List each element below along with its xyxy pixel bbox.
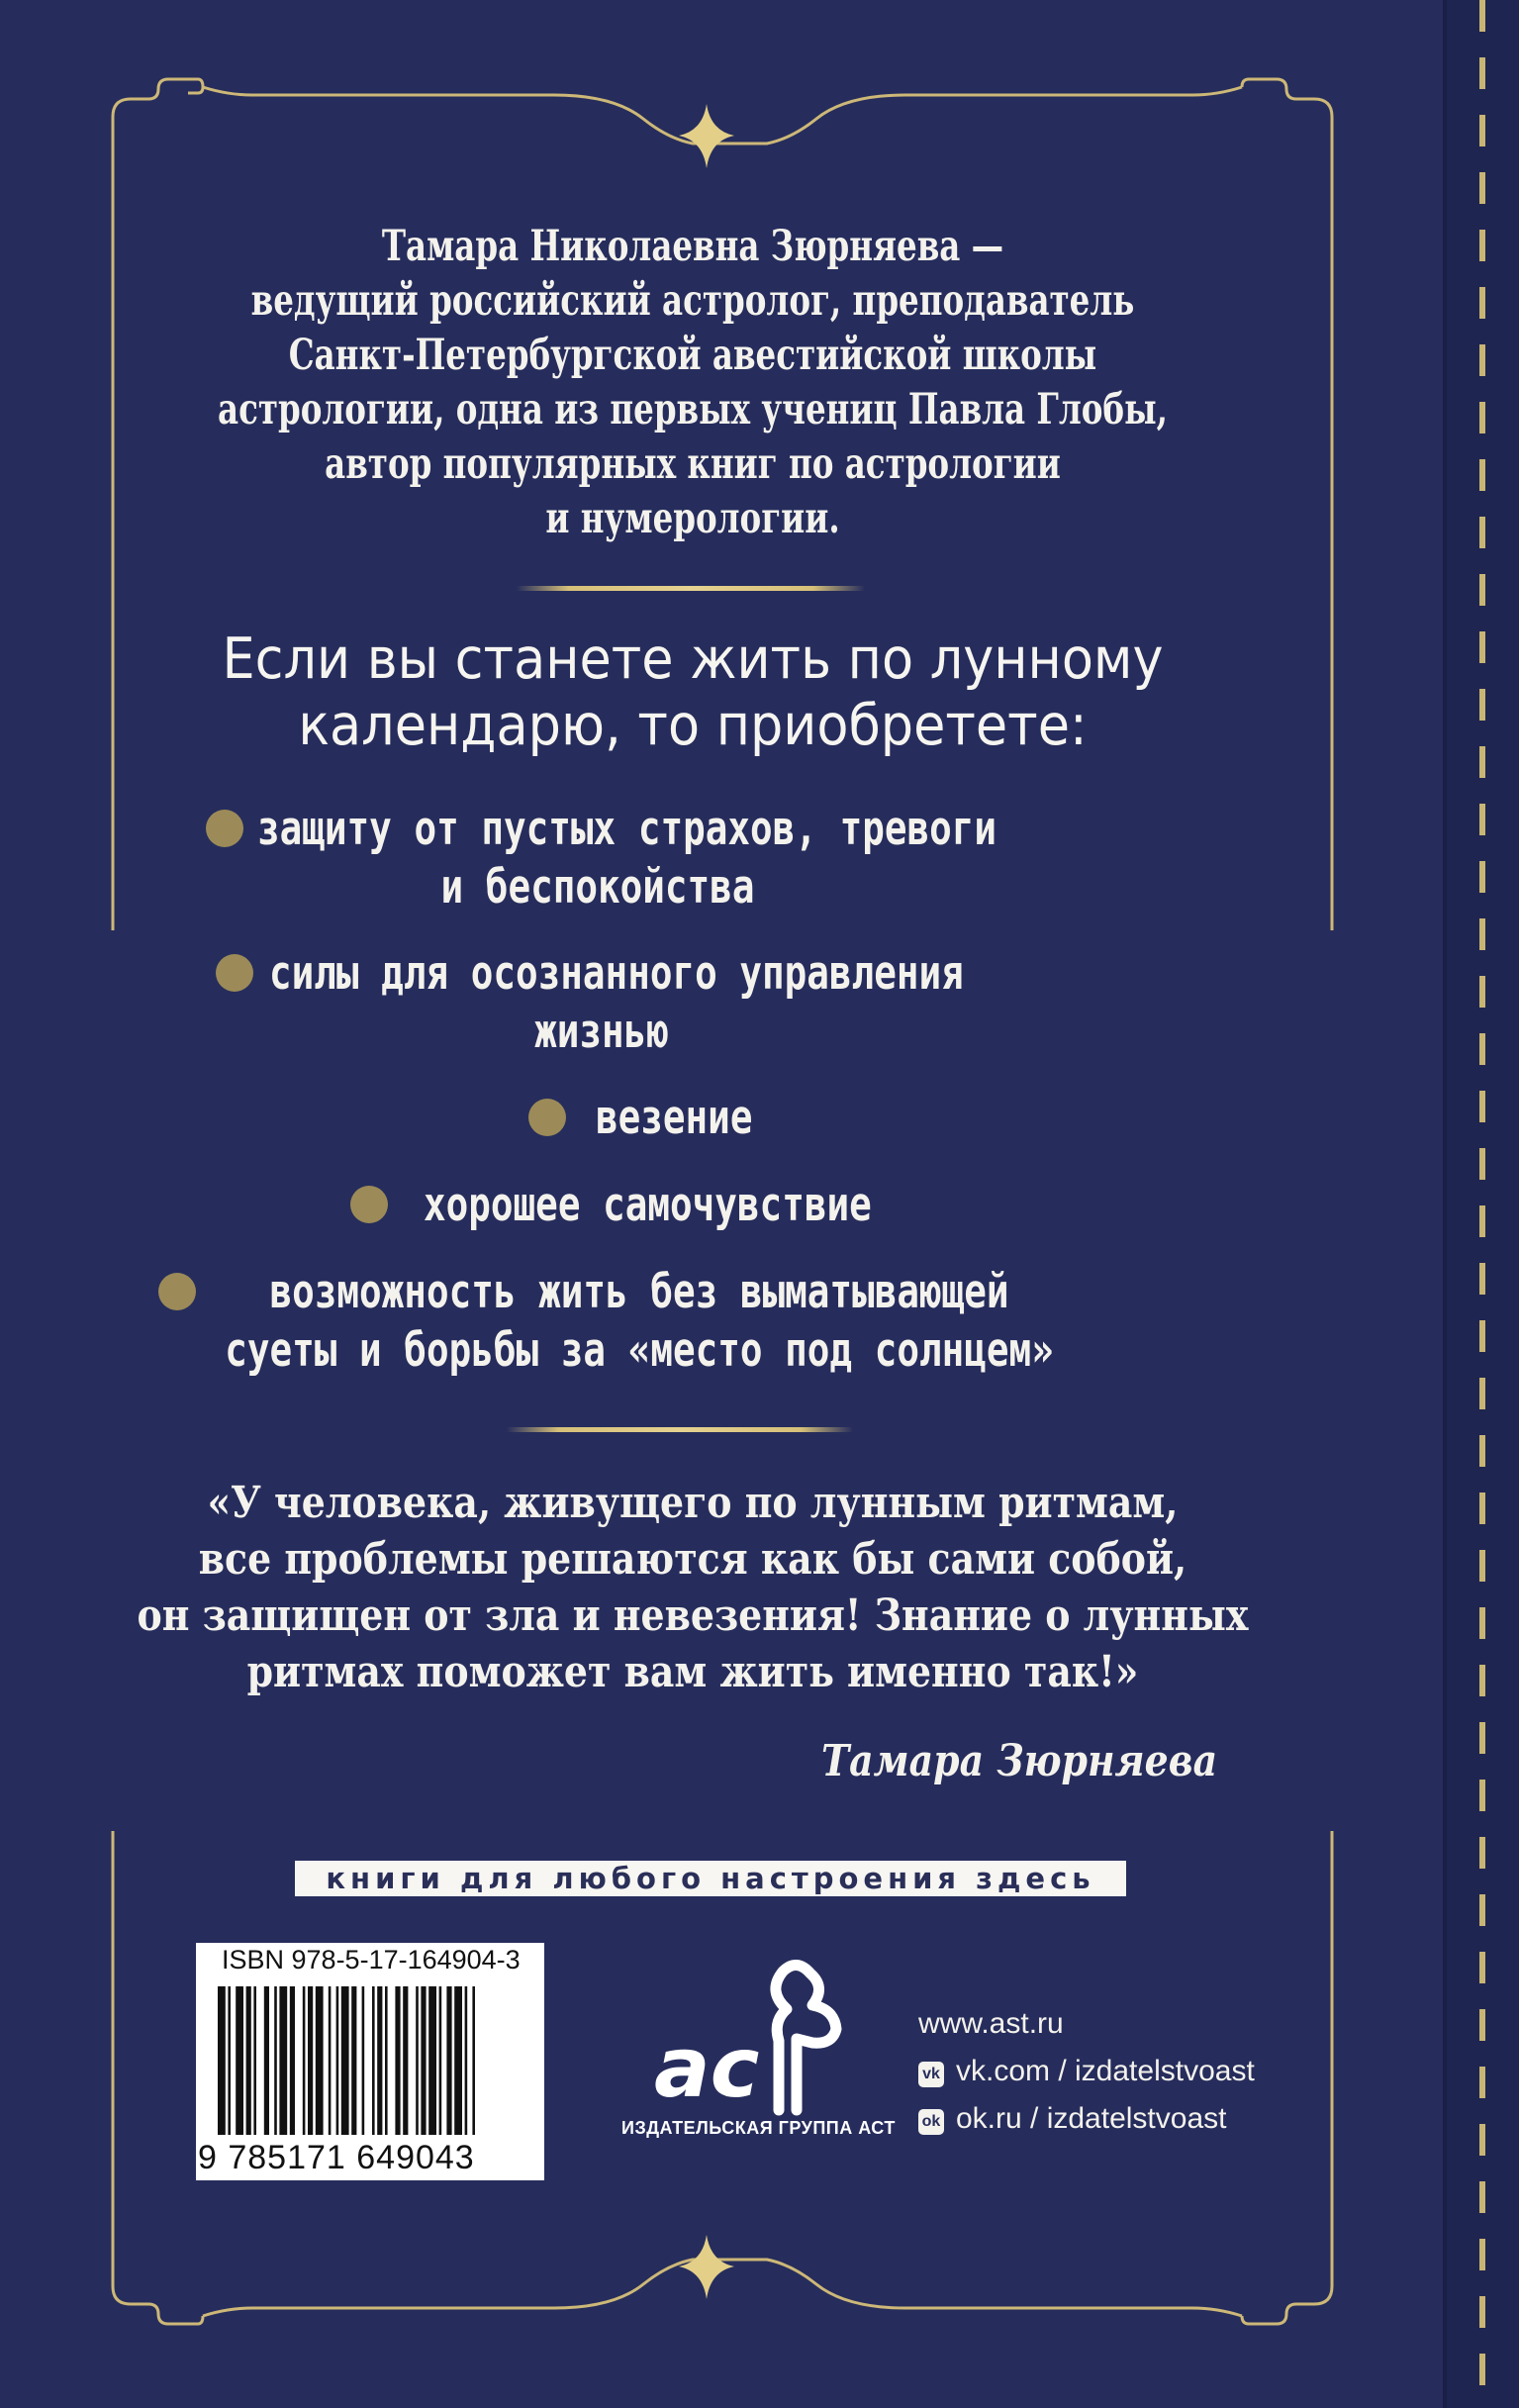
barcode-bar (228, 1986, 231, 2135)
logo-text: ac (654, 2019, 760, 2116)
bio-line: астрологии, одна из первых учениц Павла Глобы, (218, 385, 1168, 434)
barcode-bar (377, 1986, 382, 2135)
bullet-dot (528, 1099, 566, 1136)
quote-line: «У человека, живущего по лунным ритмам, (207, 1478, 1179, 1528)
benefit-line: силы для осознанного управления (269, 946, 964, 1001)
author-quote (97, 1475, 1288, 1700)
barcode-bar (218, 1986, 226, 2135)
barcode-bar (362, 1986, 365, 2135)
bio-line: ведущий российский астролог, преподаватель (250, 276, 1135, 326)
bullet-dot (158, 1273, 196, 1310)
barcode-bar (454, 1986, 462, 2135)
ok-icon: ok (918, 2109, 944, 2135)
bullet-dot (350, 1186, 388, 1223)
barcode-bars (218, 1986, 524, 2135)
intro-line: Если вы станете жить по лунному (222, 626, 1164, 692)
barcode-bar (246, 1986, 251, 2135)
benefit-line: защиту от пустых страхов, тревоги (257, 802, 997, 856)
ok-link[interactable] (918, 2102, 1226, 2136)
barcode-bar (351, 1986, 356, 2135)
barcode-bar (316, 1986, 324, 2135)
vk-link[interactable] (918, 2055, 1255, 2088)
divider-rule (507, 1427, 853, 1432)
barcode-bar (403, 1986, 408, 2135)
tagline-banner: книги для любого настроения здесь (295, 1861, 1126, 1896)
barcode-bar (372, 1986, 375, 2135)
benefit-item (208, 1263, 1071, 1380)
barcode-bar (253, 1986, 256, 2135)
benefit-item (269, 944, 964, 1061)
barcode-bar (236, 1986, 243, 2135)
divider-rule (517, 586, 865, 591)
barcode-bar (329, 1986, 332, 2135)
vk-icon: vk (918, 2062, 944, 2087)
barcode-bar (290, 1986, 295, 2135)
quote-line: он защищен от зла и невезения! Знание о лунных (137, 1590, 1249, 1641)
barcode-bar (264, 1986, 269, 2135)
bottom-star-icon (679, 2235, 734, 2299)
barcode-bar (446, 1986, 451, 2135)
isbn-label: ISBN 978-5-17-164904-3 (222, 1945, 521, 1975)
quote-author: Тамара Зюрняева (821, 1736, 1218, 1786)
bio-line: автор популярных книг по астрологии (325, 439, 1061, 489)
benefit-line: возможность жить без выматывающей (269, 1265, 1009, 1319)
barcode-digits: 9 785171 649043 (198, 2139, 475, 2176)
barcode-bar (341, 1986, 349, 2135)
bio-line: и нумерологии. (545, 494, 840, 543)
barcode (196, 1943, 544, 2180)
barcode-bar (421, 1986, 426, 2135)
website-link[interactable] (918, 2007, 1064, 2041)
barcode-bar (308, 1986, 313, 2135)
barcode-bar (336, 1986, 339, 2135)
ast-logo (648, 1952, 846, 2120)
barcode-bar (385, 1986, 388, 2135)
benefit-line: жизнью (534, 1005, 669, 1059)
intro-heading (55, 626, 1330, 759)
barcode-bar (416, 1986, 419, 2135)
quote-line: ритмах поможет вам жить именно так!» (246, 1647, 1139, 1697)
benefit-line: суеты и борьбы за «место под солнцем» (225, 1323, 1054, 1378)
barcode-bar (395, 1986, 400, 2135)
benefit-item (424, 1176, 914, 1234)
barcode-bar (274, 1986, 277, 2135)
bio-line: Санкт-Петербургской авестийской школы (288, 331, 1097, 380)
quote-line: все проблемы решаются как бы сами собой, (198, 1534, 1187, 1585)
benefit-item (596, 1089, 786, 1147)
benefit-line: хорошее самочувствие (424, 1178, 872, 1232)
barcode-bar (472, 1986, 475, 2135)
intro-line: календарю, то приобретете: (298, 693, 1088, 758)
barcode-bar (439, 1986, 442, 2135)
bullet-dot (216, 954, 253, 992)
vk-text: vk.com / izdatelstvoast (956, 2055, 1255, 2087)
benefit-line: везение (596, 1091, 753, 1145)
top-star-icon (679, 104, 734, 168)
author-bio (111, 220, 1275, 546)
barcode-bar (428, 1986, 436, 2135)
bullet-dot (206, 810, 243, 847)
ok-text: ok.ru / izdatelstvoast (956, 2102, 1227, 2135)
barcode-bar (279, 1986, 287, 2135)
benefit-line: и беспокойства (440, 860, 755, 915)
spine-stitching (1479, 0, 1485, 2408)
website-text: www.ast.ru (918, 2007, 1064, 2040)
benefit-item (257, 800, 997, 916)
publisher-caption: ИЗДАТЕЛЬСКАЯ ГРУППА АСТ (621, 2118, 896, 2138)
barcode-bar (465, 1986, 468, 2135)
bio-line: Тамара Николаевна Зюрняева — (381, 222, 1004, 271)
barcode-bar (303, 1986, 306, 2135)
